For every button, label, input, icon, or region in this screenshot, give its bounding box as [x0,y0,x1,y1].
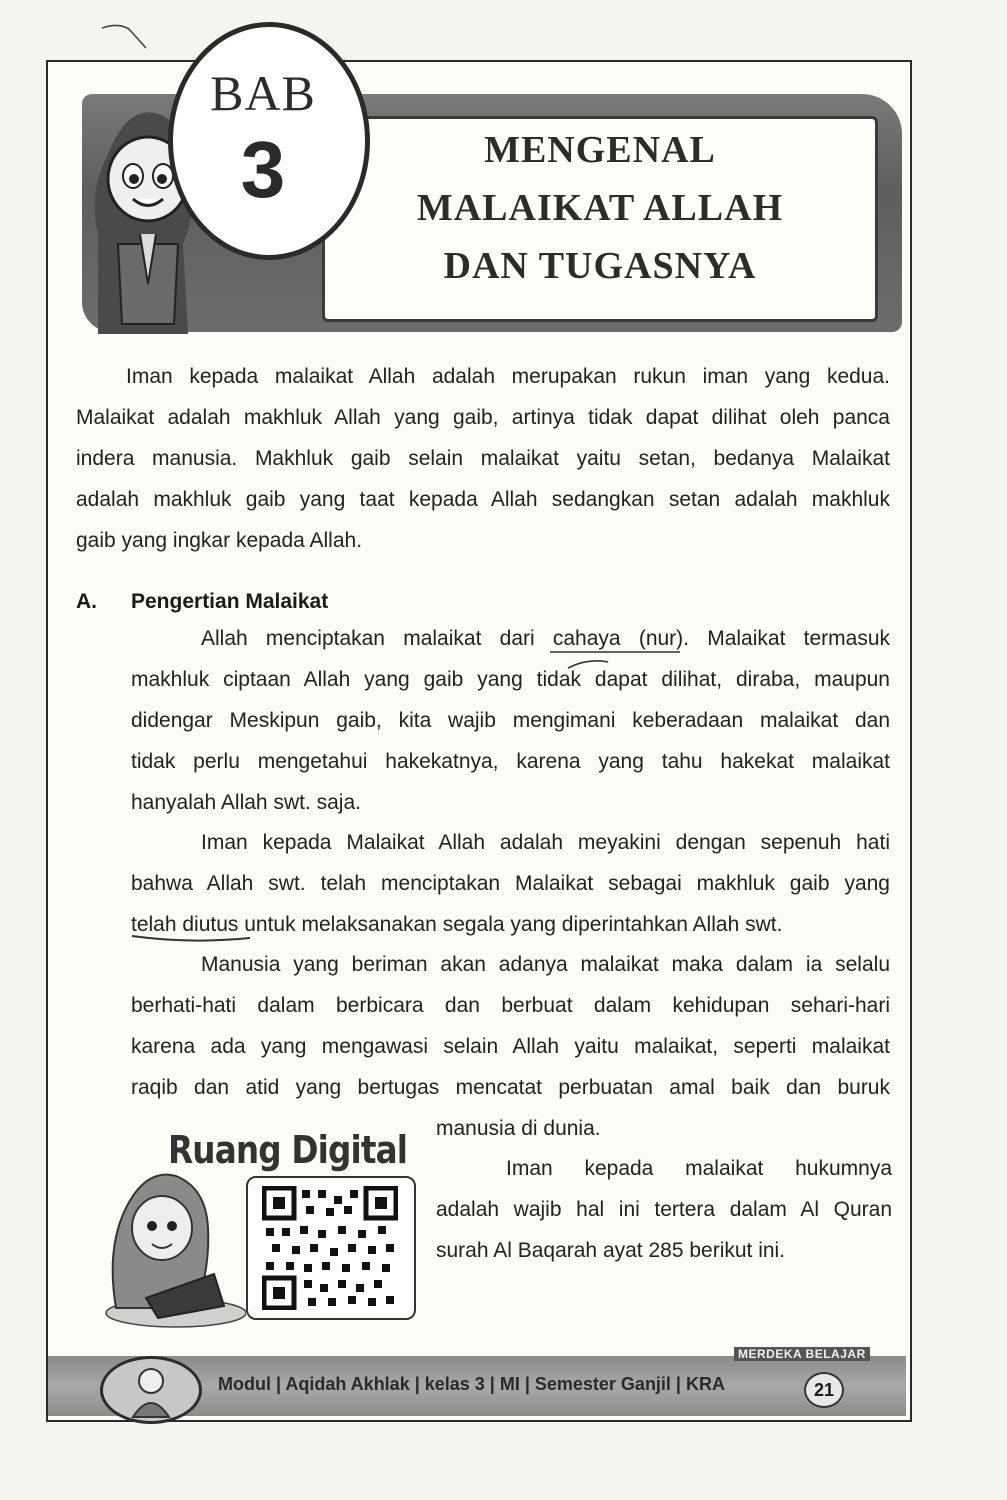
footer-mascot-badge [100,1356,202,1424]
child-with-laptop-illustration [96,1148,246,1328]
pen-underline-mark [548,650,688,670]
paragraph-line: makhluk ciptaan Allah yang gaib yang tidak dapat dilihat, diraba, maupun [131,668,890,691]
paragraph-line: adalah wajib hal ini tertera dalam Al Quran [436,1198,892,1221]
paragraph-line: bahwa Allah swt. telah menciptakan Malaikat sebagai makhluk gaib yang [131,872,890,895]
paragraph-line: berhati-hati dalam berbicara dan berbuat dalam kehidupan sehari-hari [131,994,890,1017]
intro-line: Iman kepada malaikat Allah adalah merupakan rukun iman yang kedua. [126,365,890,388]
paragraph-line: karena ada yang mengawasi selain Allah yaitu malaikat, seperti malaikat [131,1035,890,1058]
chapter-title-line-1: MENGENAL [484,129,716,171]
chapter-title-line-2: MALAIKAT ALLAH [416,187,784,229]
pen-underline-mark [130,930,260,944]
intro-line: indera manusia. Makhluk gaib selain malaikat yaitu setan, bedanya Malaikat [76,447,890,470]
paragraph-line: Allah menciptakan malaikat dari cahaya (nur). Malaikat termasuk [201,627,890,650]
section-marker: A. [76,590,97,613]
digital-box-title: Ruang Digital [168,1128,408,1172]
section-paragraph-1 [131,618,890,823]
intro-line: gaib yang ingkar kepada Allah. [76,529,363,552]
section-paragraph-3 [131,944,890,1108]
qr-code-card [246,1176,416,1320]
paragraph-line: hanyalah Allah swt. saja. [131,791,361,814]
paragraph-line: Iman kepada Malaikat Allah adalah meyakini dengan sepenuh hati [201,831,890,854]
paragraph-line: didengar Meskipun gaib, kita wajib mengimani keberadaan malaikat dan [131,709,890,732]
paragraph-line: tidak perlu mengetahui hakekatnya, karena yang tahu hakekat malaikat [131,750,890,773]
paragraph-line: manusia di dunia. [436,1117,601,1140]
paragraph-line: surah Al Baqarah ayat 285 berikut ini. [436,1239,786,1262]
intro-paragraph [76,356,890,561]
praying-child-icon [103,1359,199,1421]
paragraph-line: telah diutus untuk melaksanakan segala yang diperintahkan Allah swt. [131,913,783,936]
chapter-label: BAB [210,65,316,121]
chapter-title-line-3: DAN TUGASNYA [443,245,757,287]
chapter-number: 3 [240,125,286,214]
page-number: 21 [804,1372,844,1408]
qr-code-icon[interactable] [262,1186,398,1310]
paragraph-line: raqib dan atid yang bertugas mencatat perbuatan amal baik dan buruk [131,1076,890,1099]
paragraph-line: Iman kepada malaikat hukumnya [506,1157,892,1180]
section-paragraph-3-tail [436,1108,892,1149]
pen-mark [100,22,160,52]
intro-line: Malaikat adalah makhluk Allah yang gaib, artinya tidak dapat dilihat oleh panca [76,406,890,429]
paragraph-line: Manusia yang beriman akan adanya malaikat maka dalam ia selalu [201,953,890,976]
intro-line: adalah makhluk gaib yang taat kepada Allah sedangkan setan adalah makhluk [76,488,890,511]
section-paragraph-4 [436,1148,892,1271]
footer-module-info: Modul | Aqidah Akhlak | kelas 3 | MI | Semester Ganjil | KRA [218,1374,725,1394]
section-title: Pengertian Malaikat [131,590,329,613]
section-paragraph-2 [131,822,890,945]
merdeka-belajar-tag: MERDEKA BELAJAR [734,1347,870,1361]
